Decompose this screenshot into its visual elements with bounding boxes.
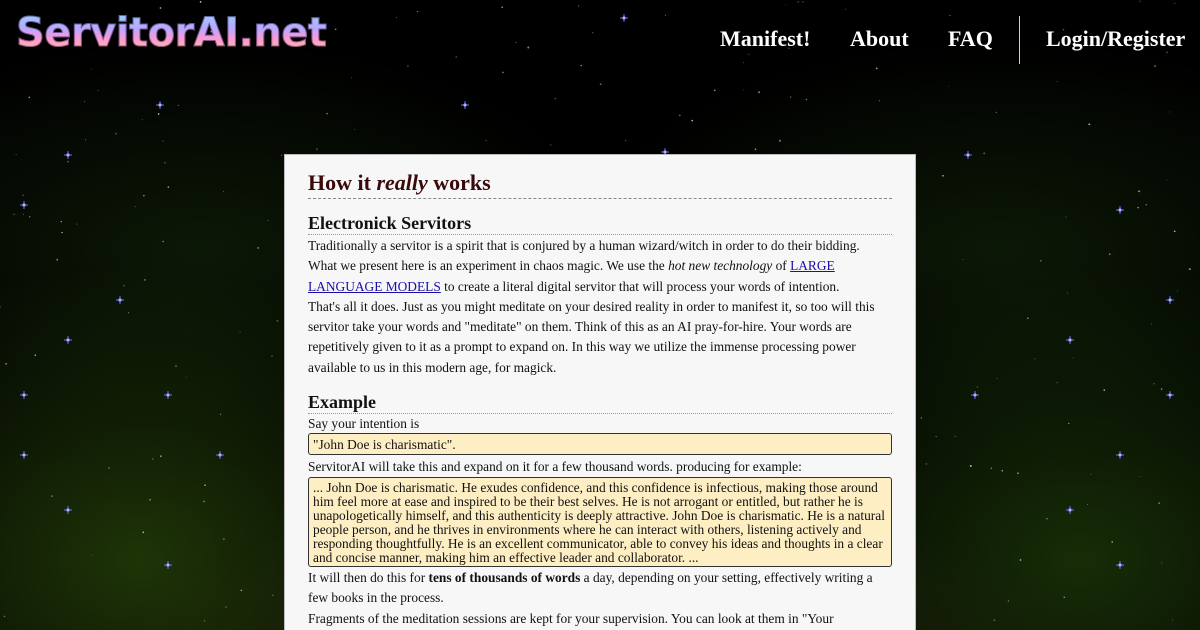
nav-faq-link[interactable]: FAQ xyxy=(948,26,993,51)
dust-star xyxy=(168,186,170,188)
dust-star xyxy=(354,129,355,130)
dust-star xyxy=(1153,383,1154,384)
dust-star xyxy=(806,99,807,100)
dust-star xyxy=(28,96,30,98)
intro-paragraph-1: Traditionally a servitor is a spirit that is conjured by a human wizard/witch in order to do their bidding. xyxy=(308,238,860,253)
dust-star xyxy=(1140,476,1141,477)
dust-star xyxy=(921,417,922,418)
dust-star xyxy=(4,616,6,618)
dust-star xyxy=(61,221,62,222)
page-title: How it really works xyxy=(308,169,892,199)
dust-star xyxy=(0,306,1,307)
dust-star xyxy=(29,216,31,218)
dust-star xyxy=(276,320,278,322)
dust-star xyxy=(1064,597,1065,598)
star xyxy=(64,336,72,344)
dust-star xyxy=(755,148,757,150)
dust-star xyxy=(223,191,224,192)
dust-star xyxy=(1027,317,1029,319)
dust-star xyxy=(991,467,992,468)
dust-star xyxy=(76,224,77,225)
dust-star xyxy=(158,113,160,115)
nav-login-register-link[interactable]: Login/Register xyxy=(1046,26,1186,51)
dust-star xyxy=(1189,268,1191,270)
dust-star xyxy=(996,112,997,113)
dust-star xyxy=(997,378,998,379)
dust-star xyxy=(272,595,273,596)
dust-star xyxy=(485,140,486,141)
sample-output-box: ... John Doe is charismatic. He exudes confidence, and this confidence is infectious, making those around him feel more at ease and inspired to be their best selves. He is not arrogant or entitled, but rather he is unapologetically himself, and this authenticity is deeply attractive. John Doe is charismatic. He is a natural people person, and he thrives in environments where he can interact with others, listening actively and responding thoughtfully. He is an excellent communicator, able to convey his ideas and thoughts in a clear and concise manner, making him an effective leader and collaborator. ... xyxy=(308,477,892,567)
dust-star xyxy=(1151,324,1152,325)
nav-divider xyxy=(1019,16,1020,64)
dust-star xyxy=(241,590,243,592)
intro-paragraph-2: What we present here is an experiment in chaos magic. We use the hot new technology of LARGE LANGUAGE MODELS to create a literal digital servitor that will process your words of intention. xyxy=(308,258,840,294)
dust-star xyxy=(149,499,151,501)
dust-star xyxy=(1068,423,1069,424)
star xyxy=(1166,391,1174,399)
dust-star xyxy=(936,436,937,437)
dust-star xyxy=(22,194,24,196)
dust-star xyxy=(56,259,58,261)
dust-star xyxy=(61,232,62,233)
dust-star xyxy=(128,312,129,313)
dust-star xyxy=(948,86,949,87)
dust-star xyxy=(1169,112,1170,113)
dust-star xyxy=(955,436,956,437)
dust-star xyxy=(1017,472,1018,473)
dust-star xyxy=(162,241,164,243)
dust-star xyxy=(994,619,996,621)
dust-star xyxy=(1087,504,1088,505)
star xyxy=(461,101,469,109)
dust-star xyxy=(267,220,268,221)
dust-star xyxy=(600,83,602,85)
star xyxy=(164,561,172,569)
dust-star xyxy=(163,140,164,141)
dust-star xyxy=(271,356,273,358)
dust-star xyxy=(963,259,964,260)
section-heading-electronick-servitors: Electronick Servitors xyxy=(308,212,892,235)
dust-star xyxy=(1073,358,1074,359)
dust-star xyxy=(108,467,110,469)
intro-paragraph-3: That's all it does. Just as you might meditate on your desired reality in order to manifest it, so too will this servitor take your words and "meditate" on them. Think of this as an AI pray-for-hire. Your words are repetitively given to it as a prompt to expand on. In this way we utilize the immense processing power available to us in this modern age, for magick. xyxy=(308,298,875,375)
star xyxy=(1116,561,1124,569)
dust-star xyxy=(1161,562,1162,563)
star xyxy=(20,391,28,399)
dust-star xyxy=(115,133,117,135)
section-heading-example: Example xyxy=(308,391,892,414)
dust-star xyxy=(926,463,928,465)
dust-star xyxy=(790,96,792,98)
dust-star xyxy=(144,279,146,281)
dust-star xyxy=(225,606,226,607)
dust-star xyxy=(316,148,318,150)
star xyxy=(116,296,124,304)
dust-star xyxy=(142,532,144,534)
dust-star xyxy=(879,100,880,101)
star xyxy=(1066,506,1074,514)
dust-star xyxy=(257,247,259,249)
dust-star xyxy=(1091,474,1092,475)
dust-star xyxy=(84,101,85,102)
star xyxy=(964,151,972,159)
dust-star xyxy=(92,555,93,556)
dust-star xyxy=(1040,260,1041,261)
nav-manifest-link[interactable]: Manifest! xyxy=(720,26,811,51)
dust-star xyxy=(98,90,99,91)
dust-star xyxy=(1103,389,1105,391)
llm-link[interactable]: LARGE LANGUAGE MODELS xyxy=(308,258,835,294)
star xyxy=(20,451,28,459)
dust-star xyxy=(983,152,985,154)
dust-star xyxy=(13,213,15,215)
star xyxy=(20,201,28,209)
star xyxy=(216,451,224,459)
dust-star xyxy=(1067,292,1068,293)
dust-star xyxy=(203,501,204,502)
dust-star xyxy=(85,139,86,140)
dust-star xyxy=(1161,388,1162,389)
dust-star xyxy=(23,214,24,215)
star xyxy=(156,101,164,109)
dust-star xyxy=(326,113,328,115)
dust-star xyxy=(714,89,716,91)
dust-star xyxy=(977,386,978,387)
dust-star xyxy=(67,161,68,162)
dust-star xyxy=(5,363,7,365)
dust-star xyxy=(1177,291,1178,292)
dust-star xyxy=(152,458,154,460)
fragments-paragraph: Fragments of the meditation sessions are kept for your supervision. You can look at them in "Your xyxy=(308,610,834,626)
star xyxy=(971,391,979,399)
dust-star xyxy=(204,484,206,486)
dust-star xyxy=(178,105,179,106)
dust-star xyxy=(1109,253,1111,255)
dust-star xyxy=(1088,123,1090,125)
dust-star xyxy=(123,285,125,287)
dust-star xyxy=(16,154,17,155)
dust-star xyxy=(34,354,36,356)
star xyxy=(1116,451,1124,459)
dust-star xyxy=(1001,470,1003,472)
content-card xyxy=(284,154,916,630)
after-paragraph: It will then do this for tens of thousands of words a day, depending on your setting, effectively writing a few books in the process. xyxy=(308,570,873,606)
dust-star xyxy=(679,115,681,117)
dust-star xyxy=(970,465,972,467)
title-emphasis: really xyxy=(376,170,428,195)
dust-star xyxy=(1008,600,1009,601)
expand-explanation-text: ServitorAI will take this and expand on it for a few thousand words. producing for example: xyxy=(308,459,802,475)
dust-star xyxy=(1146,204,1147,205)
dust-star xyxy=(240,332,241,333)
dust-star xyxy=(550,144,551,145)
dust-star xyxy=(1111,541,1113,543)
dust-star xyxy=(555,98,556,99)
dust-star xyxy=(142,119,143,120)
dust-star xyxy=(1034,358,1035,359)
dust-star xyxy=(1166,179,1167,180)
dust-star xyxy=(625,140,626,141)
dust-star xyxy=(1137,207,1139,209)
dust-star xyxy=(1174,230,1176,232)
nav-about-link[interactable]: About xyxy=(850,26,909,51)
intention-example-box: "John Doe is charismatic". xyxy=(308,433,892,455)
dust-star xyxy=(942,175,944,177)
dust-star xyxy=(1046,518,1047,519)
star xyxy=(1066,336,1074,344)
site-header xyxy=(0,0,1200,80)
star xyxy=(164,391,172,399)
dust-star xyxy=(186,376,187,377)
star xyxy=(64,151,72,159)
dust-star xyxy=(743,89,744,90)
dust-star xyxy=(691,120,693,122)
dust-star xyxy=(1172,619,1173,620)
dust-star xyxy=(1020,559,1022,561)
dust-star xyxy=(135,206,136,207)
dust-star xyxy=(220,414,221,415)
site-logo[interactable]: ServitorAI.net xyxy=(16,10,327,56)
dust-star xyxy=(1057,81,1058,82)
say-intention-text: Say your intention is xyxy=(308,416,420,432)
dust-star xyxy=(779,140,781,142)
dust-star xyxy=(1158,502,1160,504)
star xyxy=(64,506,72,514)
dust-star xyxy=(223,538,224,539)
dust-star xyxy=(175,365,176,366)
star xyxy=(1116,206,1124,214)
dust-star xyxy=(1057,382,1058,383)
dust-star xyxy=(143,195,144,196)
dust-star xyxy=(51,495,53,497)
dust-star xyxy=(281,155,282,156)
dust-star xyxy=(164,162,166,164)
dust-star xyxy=(160,455,162,457)
star xyxy=(1166,296,1174,304)
dust-star xyxy=(758,91,760,93)
dust-star xyxy=(1065,216,1066,217)
dust-star xyxy=(1138,190,1140,192)
dust-star xyxy=(204,620,205,621)
